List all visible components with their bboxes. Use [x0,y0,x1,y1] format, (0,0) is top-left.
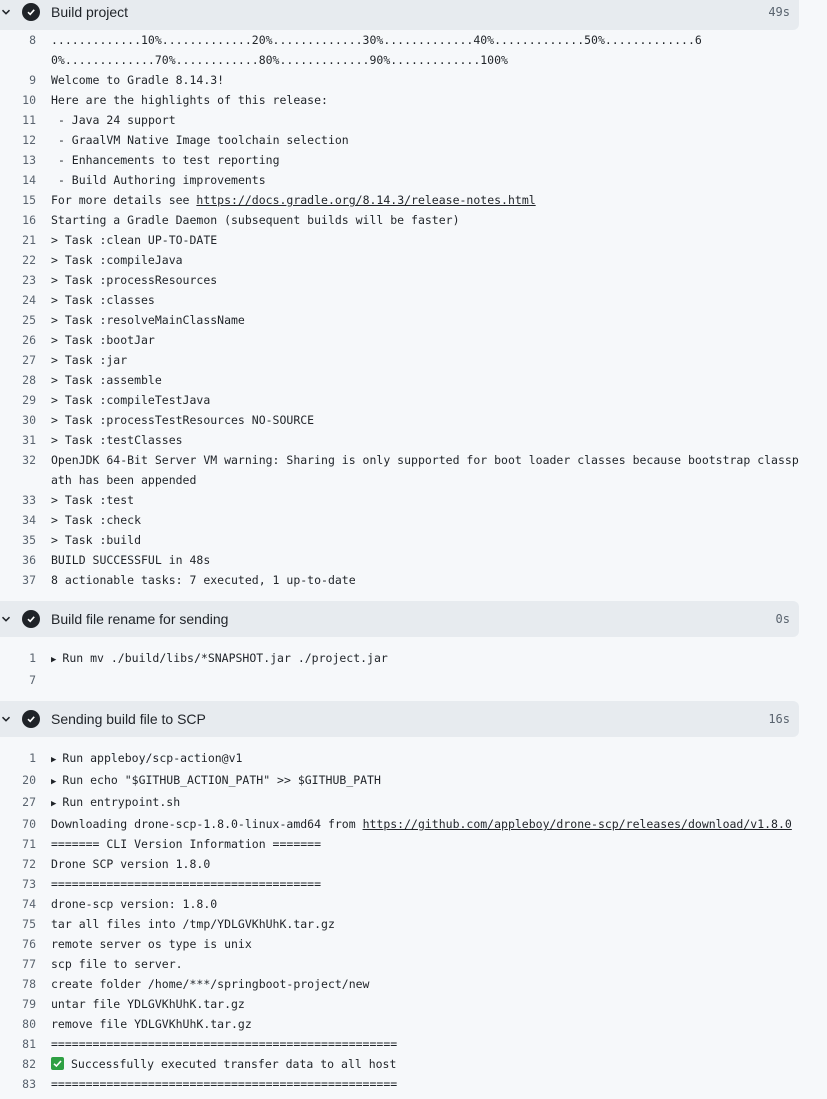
log-line [0,130,799,150]
line-number[interactable]: 7 [29,673,36,687]
log-line [0,994,799,1014]
log-line [0,410,799,430]
line-number[interactable]: 32 [22,453,36,467]
line-text [51,310,799,330]
line-number[interactable]: 71 [22,837,36,851]
line-number[interactable]: 73 [22,877,36,891]
line-number[interactable]: 1 [29,751,36,765]
line-number[interactable]: 30 [22,413,36,427]
line-text [51,914,799,934]
line-text [51,30,799,70]
line-number[interactable]: 34 [22,513,36,527]
expand-triangle-icon[interactable]: ▶ [51,755,57,765]
line-number[interactable]: 1 [29,651,36,665]
line-content: Welcome to Gradle 8.14.3! [51,73,225,87]
line-content: > Task :build [51,533,142,547]
line-text [51,974,799,994]
log-line [0,330,799,350]
line-content: ======================================= [51,877,322,891]
line-number[interactable]: 24 [22,293,36,307]
log-line [0,974,799,994]
step-header[interactable] [0,601,799,637]
log-link[interactable]: https://github.com/appleboy/drone-scp/releases/download/v1.8.0 [362,817,792,831]
line-text [51,814,799,834]
line-content: > Task :compileJava [51,253,183,267]
line-text [51,210,799,230]
expand-triangle-icon[interactable]: ▶ [51,799,57,809]
line-text [51,270,799,290]
line-content: Drone SCP version 1.8.0 [51,857,211,871]
line-content: Successfully executed transfer data to all host [71,1057,397,1071]
log-line [0,30,799,70]
line-number[interactable]: 13 [22,153,36,167]
log-line [0,1054,799,1074]
line-number[interactable]: 36 [22,553,36,567]
log-line [0,510,799,530]
step-title: Build project [51,4,129,20]
line-text[interactable] [51,792,799,814]
line-content: tar all files into /tmp/YDLGVKhUhK.tar.gz [51,917,335,931]
line-text [51,994,799,1014]
line-number[interactable]: 37 [22,573,36,587]
line-text [51,430,799,450]
line-content: > Task :assemble [51,373,162,387]
step-log [0,648,799,690]
chevron-down-icon[interactable] [0,0,12,30]
line-text [51,490,799,510]
line-text [51,954,799,974]
line-content: > Task :jar [51,353,128,367]
line-number[interactable]: 10 [22,93,36,107]
line-number[interactable]: 82 [22,1057,36,1071]
line-number[interactable]: 29 [22,393,36,407]
line-content: > Task :compileTestJava [51,393,211,407]
log-line [0,390,799,410]
line-content: drone-scp version: 1.8.0 [51,897,218,911]
line-number[interactable]: 15 [22,193,36,207]
log-line [0,170,799,190]
line-number[interactable]: 28 [22,373,36,387]
line-text [51,450,799,490]
line-content: ======= CLI Version Information ======= [51,837,322,851]
log-line [0,914,799,934]
line-text [51,550,799,570]
line-content: untar file YDLGVKhUhK.tar.gz [51,997,245,1011]
line-number[interactable]: 31 [22,433,36,447]
log-line [0,874,799,894]
line-number[interactable]: 11 [22,113,36,127]
line-number[interactable]: 26 [22,333,36,347]
line-text [51,350,799,370]
line-number[interactable]: 72 [22,857,36,871]
line-content: Run mv ./build/libs/*SNAPSHOT.jar ./project.jar [62,651,388,665]
log-line [0,270,799,290]
log-line [0,530,799,550]
line-text [51,934,799,954]
line-number[interactable]: 22 [22,253,36,267]
line-number[interactable]: 83 [22,1077,36,1091]
line-content: remove file YDLGVKhUhK.tar.gz [51,1017,252,1031]
line-text [51,834,799,854]
line-text [51,894,799,914]
log-line [0,894,799,914]
log-line [0,370,799,390]
line-content: .............10%.............20%.............30%.............40%.............50%.............60%.............70%............80%.............90%.............100% [51,33,702,67]
line-number[interactable]: 78 [22,977,36,991]
log-line [0,230,799,250]
log-link[interactable]: https://docs.gradle.org/8.14.3/release-notes.html [196,193,536,207]
line-text [51,370,799,390]
line-content: scp file to server. [51,957,183,971]
line-text [51,1034,799,1054]
chevron-down-icon[interactable] [0,601,12,637]
log-line [0,814,799,834]
line-text [51,170,799,190]
line-content: remote server os type is unix [51,937,252,951]
line-number[interactable]: 70 [22,817,36,831]
log-line [0,310,799,330]
line-content: - Build Authoring improvements [51,173,266,187]
line-number[interactable]: 20 [22,773,36,787]
line-content: > Task :test [51,493,135,507]
line-text [51,570,799,590]
line-text[interactable] [51,748,799,770]
line-number[interactable]: 80 [22,1017,36,1031]
line-text [51,150,799,170]
log-line [0,1074,799,1094]
line-number[interactable]: 27 [22,795,36,809]
line-text[interactable] [51,648,799,670]
line-number[interactable]: 74 [22,897,36,911]
line-content: ================================================== [51,1037,398,1051]
log-line [0,854,799,874]
line-text [51,410,799,430]
line-number[interactable]: 23 [22,273,36,287]
line-content: Here are the highlights of this release: [51,93,328,107]
line-text [51,130,799,150]
line-content: BUILD SUCCESSFUL in 48s [51,553,211,567]
line-text [51,1014,799,1034]
chevron-down-icon[interactable] [0,701,12,737]
line-text [51,510,799,530]
log-line [0,90,799,110]
check-circle-icon [22,710,40,728]
line-content: create folder /home/***/springboot-project/new [51,977,370,991]
step-header[interactable] [0,701,799,737]
line-content: Run entrypoint.sh [62,795,181,809]
line-content: Run appleboy/scp-action@v1 [62,751,243,765]
step-log [0,748,799,1094]
line-content: > Task :resolveMainClassName [51,313,245,327]
line-number[interactable]: 79 [22,997,36,1011]
line-content: > Task :processTestResources NO-SOURCE [51,413,315,427]
line-content: 8 actionable tasks: 7 executed, 1 up-to-date [51,573,356,587]
line-text [51,670,799,690]
line-number[interactable]: 9 [29,73,36,87]
line-text[interactable] [51,770,799,792]
log-line [0,1014,799,1034]
line-number[interactable]: 25 [22,313,36,327]
log-line [0,490,799,510]
line-content: OpenJDK 64-Bit Server VM warning: Sharing is only supported for boot loader classes because bootstrap classpath has been appended [51,453,799,487]
log-line [0,350,799,370]
line-text [51,250,799,270]
line-number[interactable]: 8 [29,33,36,47]
line-text [51,530,799,550]
line-number[interactable]: 12 [22,133,36,147]
log-line [0,770,799,792]
log-line [0,834,799,854]
line-text [51,1074,799,1094]
step-title: Sending build file to SCP [51,711,206,727]
line-number[interactable]: 81 [22,1037,36,1051]
log-line [0,150,799,170]
log-line [0,550,799,570]
line-number[interactable]: 16 [22,213,36,227]
line-content: Run echo "$GITHUB_ACTION_PATH" >> $GITHUB_PATH [62,773,381,787]
line-text [51,330,799,350]
log-line [0,670,799,690]
line-number[interactable]: 33 [22,493,36,507]
log-line [0,290,799,310]
log-line [0,70,799,90]
log-line [0,210,799,230]
line-text [51,190,799,210]
step-duration: 0s [775,612,790,626]
line-content: > Task :processResources [51,273,218,287]
log-line [0,190,799,210]
step-duration: 49s [768,5,790,19]
log-line [0,430,799,450]
line-content: - GraalVM Native Image toolchain selection [51,133,349,147]
line-number[interactable]: 27 [22,353,36,367]
line-text [51,1054,799,1074]
check-circle-icon [22,3,40,21]
log-line [0,792,799,814]
line-number[interactable]: 21 [22,233,36,247]
step-log [0,30,799,590]
line-content: - Java 24 support [51,113,176,127]
line-number[interactable]: 75 [22,917,36,931]
line-text [51,854,799,874]
expand-triangle-icon[interactable]: ▶ [51,655,57,665]
line-content: > Task :classes [51,293,155,307]
line-content: > Task :testClasses [51,433,183,447]
log-line [0,250,799,270]
line-number[interactable]: 77 [22,957,36,971]
line-number[interactable]: 76 [22,937,36,951]
log-line [0,1034,799,1054]
line-content: For more details see [51,193,197,207]
line-content: - Enhancements to test reporting [51,153,280,167]
line-content: > Task :bootJar [51,333,155,347]
line-text [51,110,799,130]
log-line [0,110,799,130]
line-number[interactable]: 35 [22,533,36,547]
success-check-icon [51,1057,64,1070]
log-line [0,570,799,590]
expand-triangle-icon[interactable]: ▶ [51,777,57,787]
log-line [0,954,799,974]
line-content: Starting a Gradle Daemon (subsequent builds will be faster) [51,213,460,227]
line-text [51,230,799,250]
log-line [0,748,799,770]
step-header[interactable] [0,0,799,30]
line-text [51,874,799,894]
line-text [51,90,799,110]
step-duration: 16s [768,712,790,726]
line-text [51,290,799,310]
line-text [51,70,799,90]
log-line [0,934,799,954]
line-text [51,390,799,410]
line-content: > Task :clean UP-TO-DATE [51,233,218,247]
line-content: Downloading drone-scp-1.8.0-linux-amd64 from [51,817,363,831]
line-content: ================================================== [51,1077,398,1091]
line-content: > Task :check [51,513,142,527]
log-line [0,450,799,490]
line-number[interactable]: 14 [22,173,36,187]
step-title: Build file rename for sending [51,611,229,627]
check-circle-icon [22,610,40,628]
log-line [0,648,799,670]
